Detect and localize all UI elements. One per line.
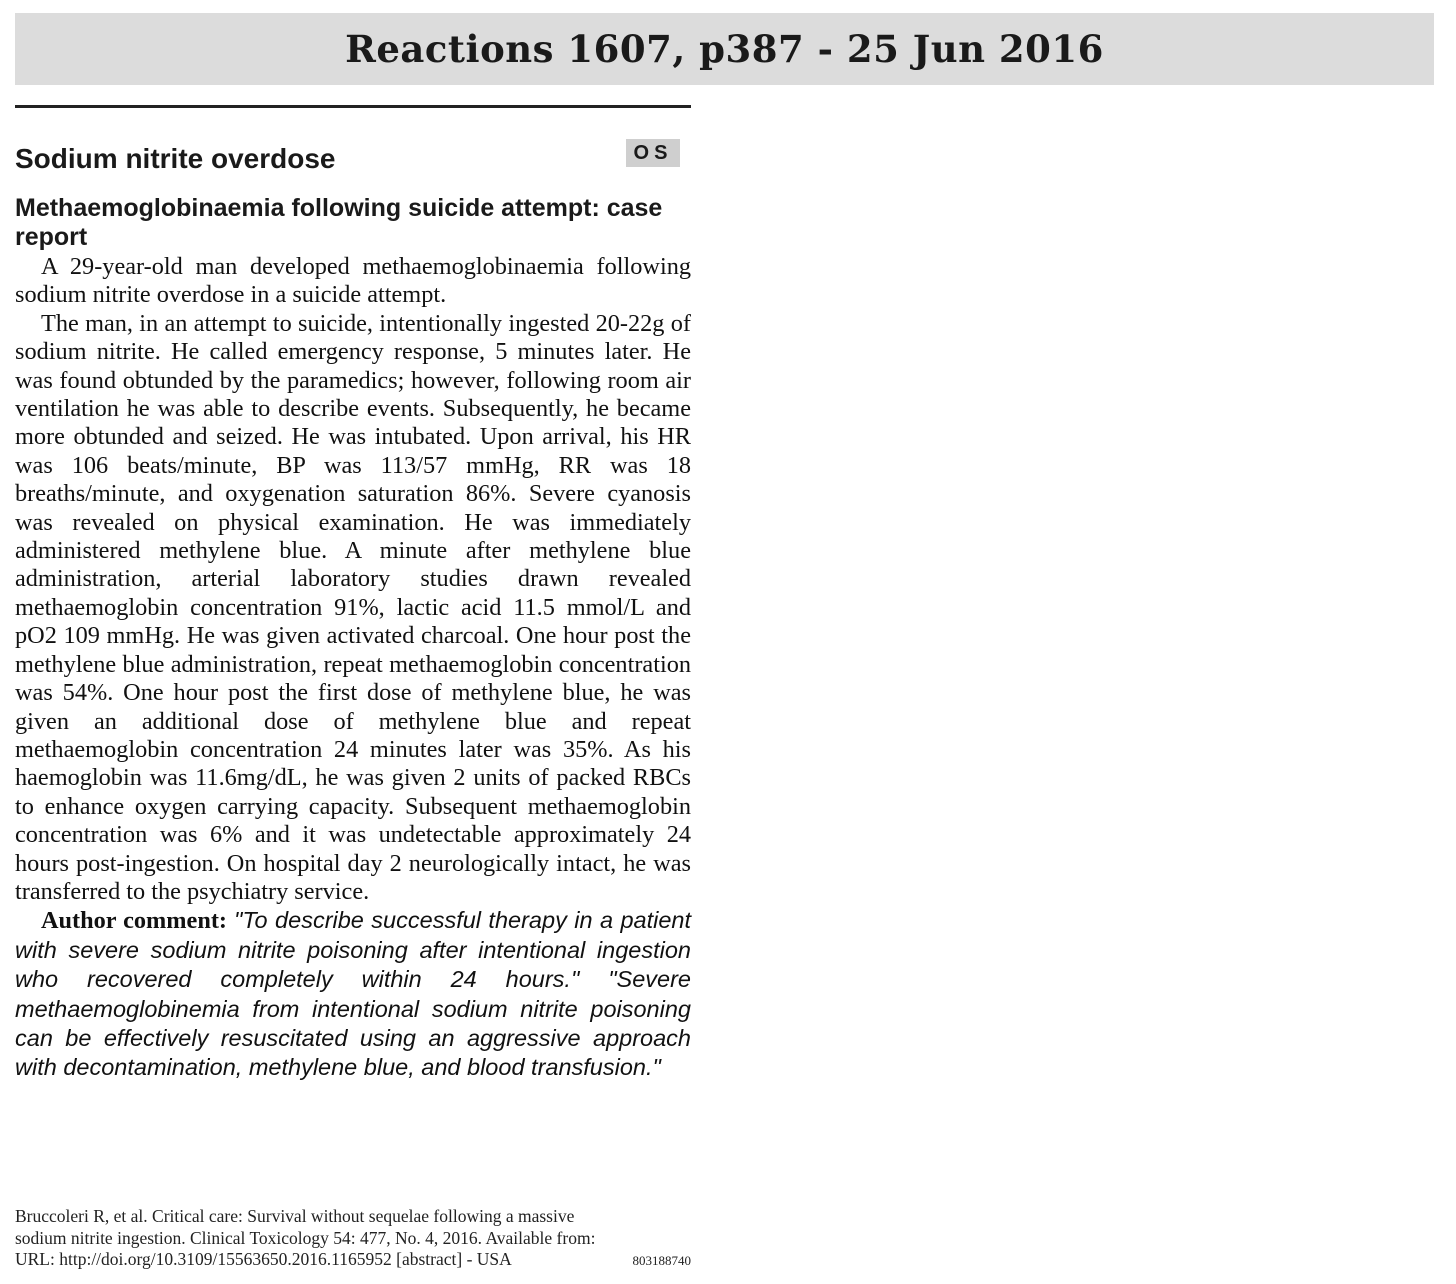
body-paragraph: A 29-year-old man developed methaemoglobinaemia following sodium nitrite overdose in a suicide attempt. [15,253,691,309]
body-paragraph: The man, in an attempt to suicide, intentionally ingested 20-22g of sodium nitrite. He called emergency response, 5 minutes later. He was found obtunded by the paramedics; however, following room air ventilation he was able to describe events. Subsequently, he became more obtunded and seized. He was intubated. Upon arrival, his HR was 106 beats/minute, BP was 113/57 mmHg, RR was 18 breaths/minute, and oxygenation saturation 86%. Severe cyanosis was revealed on physical examination. He was immediately administered methylene blue. A minute after methylene blue administration, arterial laboratory studies drawn revealed methaemoglobin concentration 91%, lactic acid 11.5 mmol/L and pO2 109 mmHg. He was given activated charcoal. One hour post the methylene blue administration, repeat methaemoglobin concentration was 54%. One hour post the first dose of methylene blue, he was given an additional dose of methylene blue and repeat methaemoglobin concentration 24 minutes later was 35%. As his haemoglobin was 11.6mg/dL, he was given 2 units of packed RBCs to enhance oxygen carrying capacity. Subsequent methaemoglobin concentration was 6% and it was undetectable approximately 24 hours post-ingestion. On hospital day 2 neurologically intact, he was transferred to the psychiatry service. [15,309,691,905]
citation-last-line [15,1249,691,1272]
header-bar [15,13,1434,85]
page-title: Reactions 1607, p387 - 25 Jun 2016 [345,27,1104,71]
author-comment [15,906,691,1082]
author-comment-label: Author comment: [41,907,228,935]
citation-line: Bruccoleri R, et al. Critical care: Survival without sequelae following a massive [15,1206,575,1226]
article-title: Methaemoglobinaemia following suicide attempt: case report [15,194,663,251]
citation [15,1206,691,1272]
citation-line: sodium nitrite ingestion. Clinical Toxicology 54: 477, No. 4, 2016. Available from: [15,1227,596,1248]
article-body [15,253,691,1083]
os-badge: OS [626,139,680,167]
author-comment-text: "To describe successful therapy in a patient with severe sodium nitrite poisoning after intentional ingestion who recovered completely within 24 hours." "Severe methaemoglobinemia from intentional sodium nitrite poisoning can be effectively resuscitated using an aggressive approach with decontamination, methylene blue, and blood transfusion." [15,907,692,1081]
citation-url-line: URL: http://doi.org/10.3109/15563650.2016.1165952 [abstract] - USA [15,1249,512,1269]
citation-id: 803188740 [632,1253,691,1268]
section-divider [15,105,691,108]
drug-heading: Sodium nitrite overdose [15,143,336,174]
